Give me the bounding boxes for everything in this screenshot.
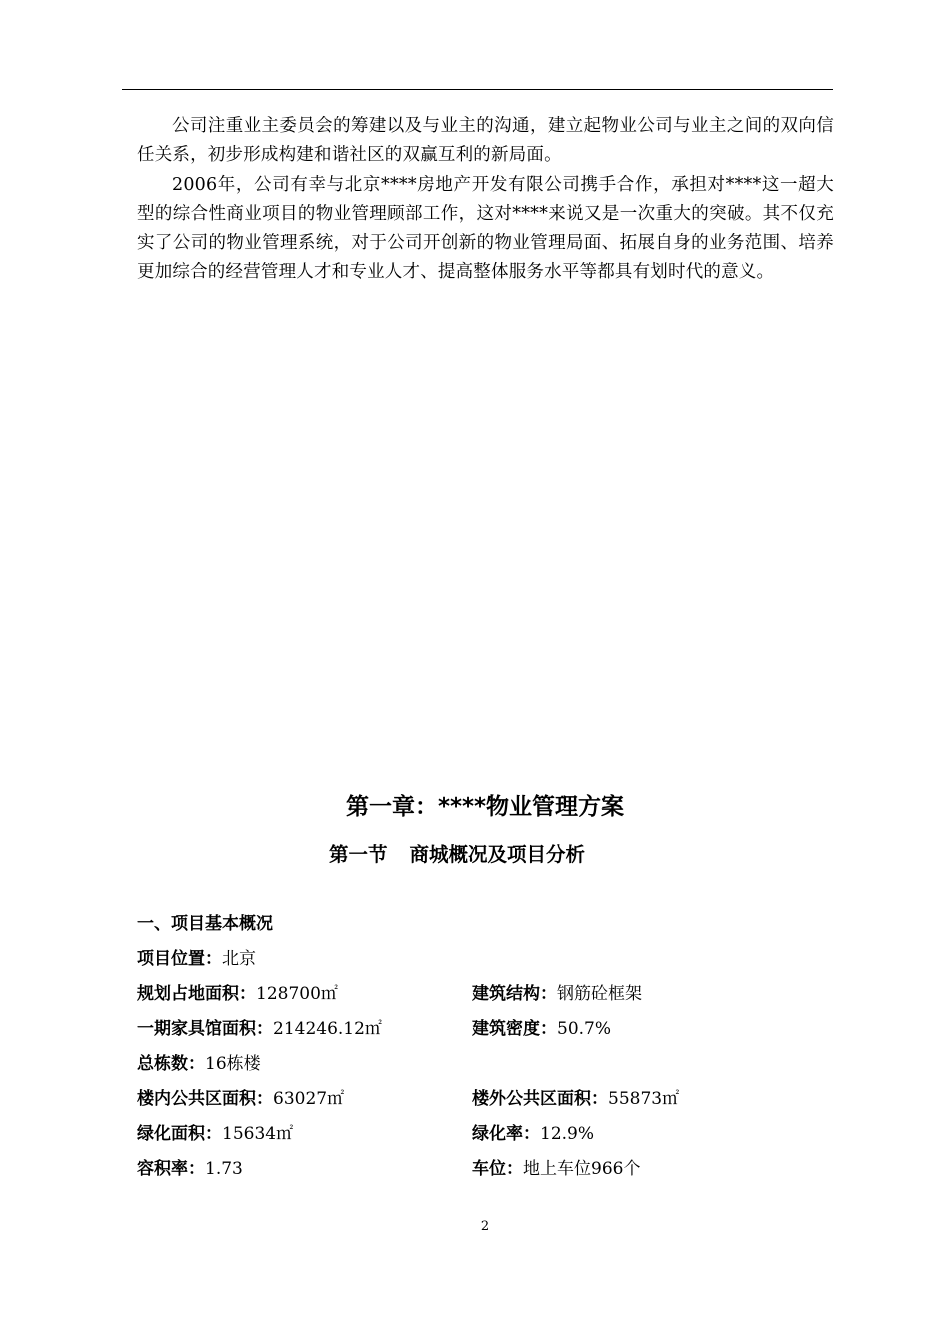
fact-label: 车位： <box>472 1159 523 1179</box>
fact-value: 16栋楼 <box>205 1054 261 1074</box>
fact-value: 北京 <box>222 949 256 969</box>
section-number: 第一节 <box>328 843 388 866</box>
fact-row <box>137 1015 837 1050</box>
fact-value: 55873㎡ <box>608 1089 680 1109</box>
overview-heading: 一、项目基本概况 <box>137 914 273 934</box>
fact-outdoor-public-area <box>472 1085 679 1113</box>
fact-structure <box>472 980 642 1008</box>
fact-plot-ratio <box>137 1155 243 1183</box>
body-text <box>137 112 834 288</box>
fact-value: 1.73 <box>205 1159 243 1179</box>
fact-furniture-hall-area <box>137 1015 382 1043</box>
fact-value: 63027㎡ <box>273 1089 345 1109</box>
fact-value: 50.7% <box>557 1019 612 1039</box>
fact-indoor-public-area <box>137 1085 344 1113</box>
fact-value: 214246.12㎡ <box>273 1019 382 1039</box>
fact-label: 一期家具馆面积： <box>137 1019 273 1039</box>
fact-label: 建筑结构： <box>472 984 557 1004</box>
page-number: 2 <box>480 1219 490 1234</box>
fact-row <box>137 1155 837 1190</box>
fact-green-area <box>137 1120 293 1148</box>
fact-row <box>137 1085 837 1120</box>
fact-value: 15634㎡ <box>222 1124 294 1144</box>
chapter-title: 第一章：****物业管理方案 <box>345 794 625 820</box>
fact-parking <box>472 1155 640 1183</box>
fact-value: 地上车位966个 <box>523 1159 641 1179</box>
fact-site-area <box>137 980 338 1008</box>
section-name: 商城概况及项目分析 <box>409 843 586 866</box>
header-rule <box>122 89 833 90</box>
fact-label: 楼内公共区面积： <box>137 1089 273 1109</box>
fact-label: 规划占地面积： <box>137 984 256 1004</box>
section-title <box>0 840 914 870</box>
fact-label: 绿化率： <box>472 1124 540 1144</box>
fact-row <box>137 1120 837 1155</box>
fact-label: 绿化面积： <box>137 1124 222 1144</box>
fact-green-rate <box>472 1120 594 1148</box>
paragraph: 公司注重业主委员会的筹建以及与业主的沟通，建立起物业公司与业主之间的双向信任关系，初步形成构建和谐社区的双赢互利的新局面。 <box>137 116 834 166</box>
fact-row <box>137 945 837 980</box>
fact-label: 建筑密度： <box>472 1019 557 1039</box>
fact-label: 容积率： <box>137 1159 205 1179</box>
fact-building-density <box>472 1015 611 1043</box>
fact-row <box>137 1050 837 1085</box>
overview-facts <box>137 945 837 1190</box>
fact-row <box>137 980 837 1015</box>
fact-value: 12.9% <box>540 1124 595 1144</box>
fact-label: 总栋数： <box>137 1054 205 1074</box>
fact-location <box>137 945 256 973</box>
paragraph: 2006年，公司有幸与北京****房地产开发有限公司携手合作，承担对****这一超大型的综合性商业项目的物业管理顾部工作，这对****来说又是一次重大的突破。其不仅充实了公司的物业管理系统，对于公司开创新的物业管理局面、拓展自身的业务范围、培养更加综合的经营管理人才和专业人才、提高整体服务水平等都具有划时代的意义。 <box>137 174 834 283</box>
fact-label: 项目位置： <box>137 949 222 969</box>
fact-building-count <box>137 1050 261 1078</box>
fact-label: 楼外公共区面积： <box>472 1089 608 1109</box>
fact-value: 钢筋砼框架 <box>557 984 642 1004</box>
fact-value: 128700㎡ <box>256 984 338 1004</box>
